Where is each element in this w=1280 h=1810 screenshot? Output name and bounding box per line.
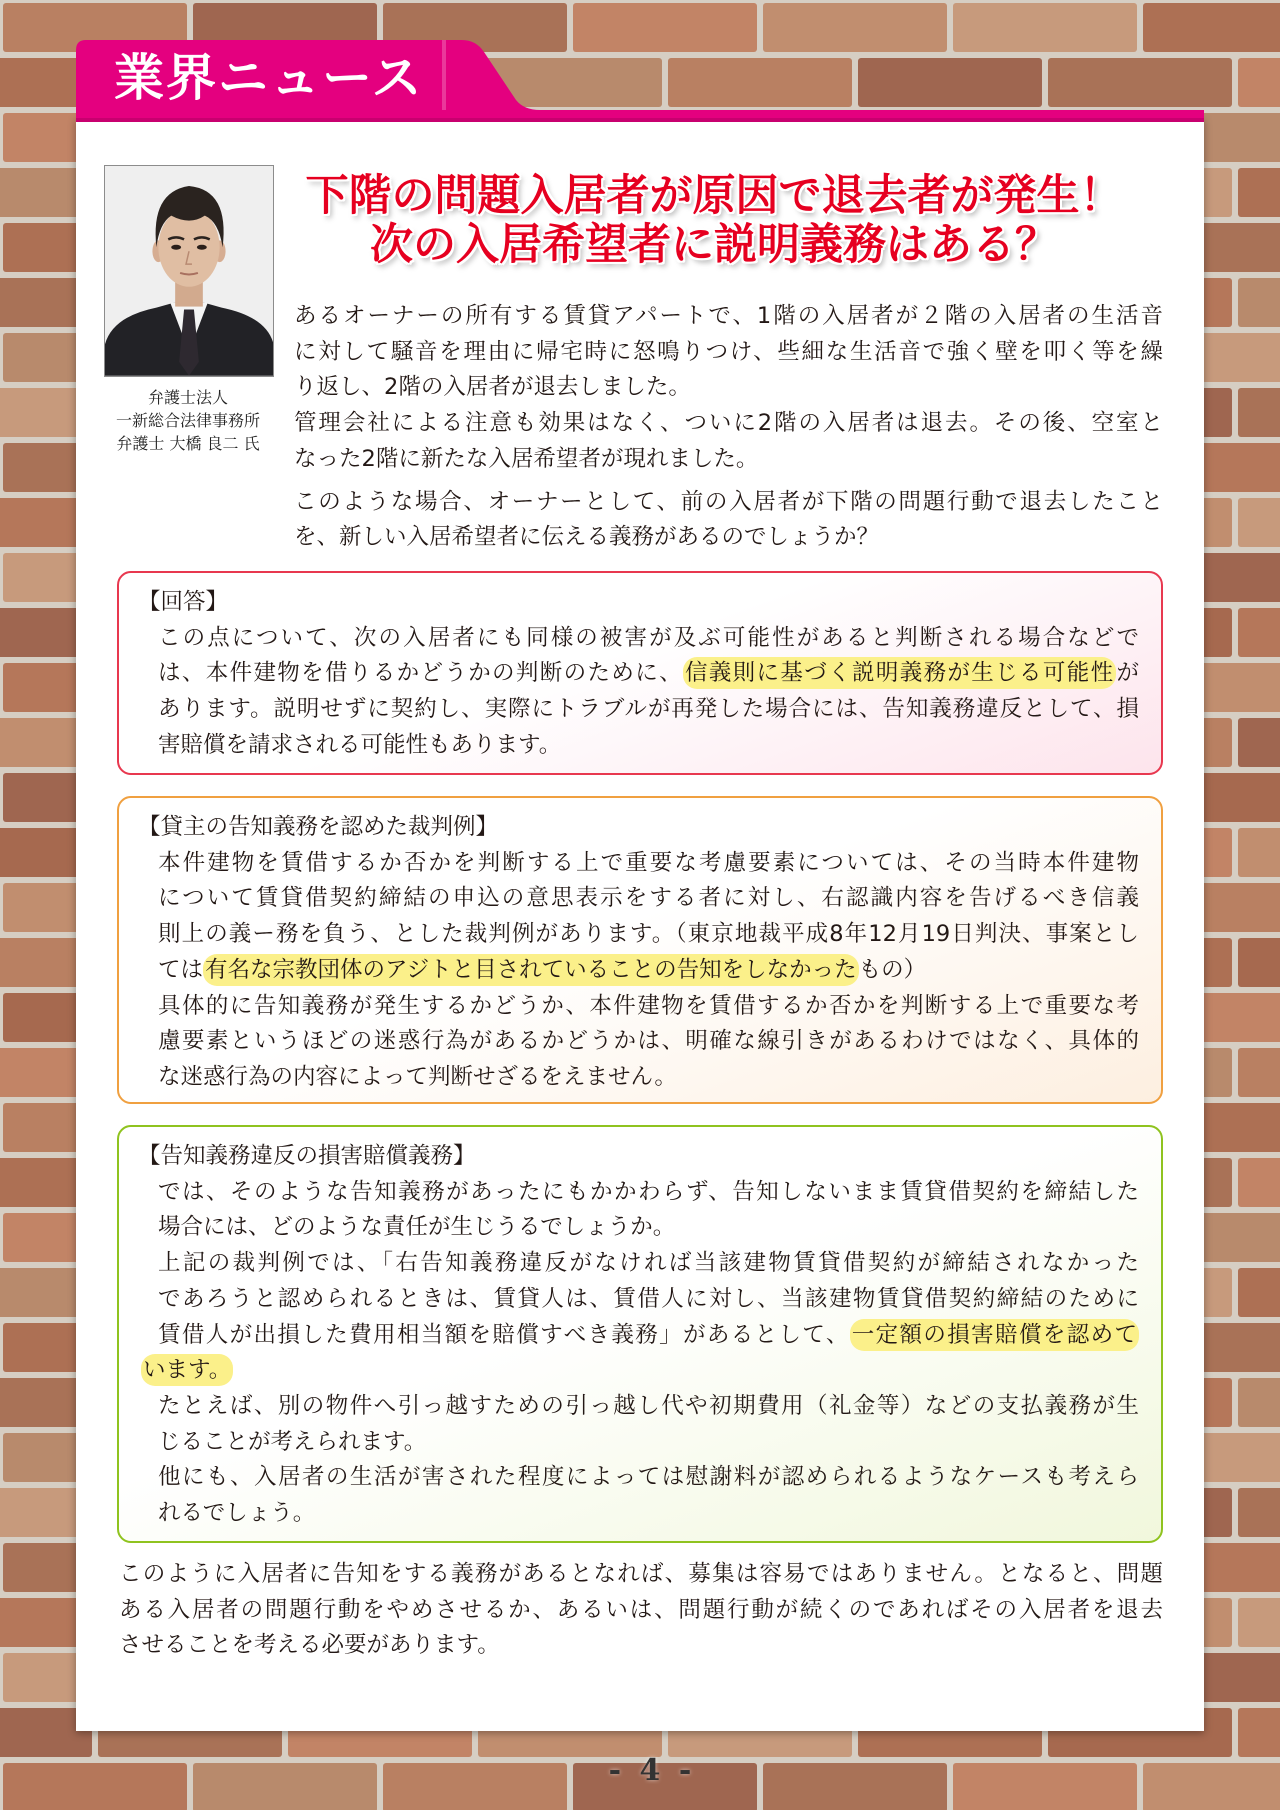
brick (1238, 1708, 1280, 1757)
portrait-eye-right (197, 245, 207, 250)
answer-box (117, 571, 1163, 775)
section-title: 業界ニュース (114, 49, 424, 107)
brick (1238, 1048, 1280, 1097)
precedent-line: な迷惑行為の内容によって判断せざるをえません。 (158, 1063, 677, 1090)
intro-question (294, 485, 1163, 556)
brick (1238, 828, 1280, 877)
brick (1238, 168, 1280, 217)
answer-line (158, 656, 1139, 692)
highlighted-phrase: 一定額の損害賠償を認めて (850, 1319, 1139, 1351)
highlighted-phrase: います。 (141, 1354, 233, 1386)
page-number: - 4 - (608, 1753, 696, 1788)
damages-body (143, 1175, 1139, 1532)
conclusion-line: させることを考える必要があります。 (119, 1632, 500, 1659)
brick (1238, 1378, 1280, 1427)
brick (1238, 1158, 1280, 1207)
intro-line: り返し、2階の入居者が退去しました。 (294, 374, 691, 401)
headline-line: 下階の問題入居者が原因で退去者が発生！ (305, 171, 1123, 221)
headline-line: 次の入居希望者に説明義務はある？ (370, 220, 1058, 270)
text-segment: が (1116, 660, 1139, 687)
damages-line: 上記の裁判例では、「右告知義務違反がなければ当該建物賃貸借契約が締結されなかった (158, 1250, 1139, 1277)
precedent-heading: 【貸主の告知義務を認めた裁判例】 (138, 814, 499, 840)
damages-line (158, 1318, 1139, 1354)
text-segment: は、本件建物を借りるかどうかの判断のために、 (158, 660, 683, 687)
intro-text (294, 299, 1163, 556)
portrait-image (105, 166, 273, 376)
caption-firm-type: 弁護士法人 (147, 388, 228, 407)
intro-line: あるオーナーの所有する賃貸アパートで、1階の入居者が２階の入居者の生活音 (294, 303, 1163, 329)
answer-body (158, 621, 1139, 764)
damages-line: れるでしょう。 (158, 1500, 316, 1527)
brick (383, 1763, 567, 1810)
intro-situation (294, 299, 1163, 478)
highlighted-phrase: 有名な宗教団体のアジトと目されていることの告知をしなかった (203, 954, 859, 986)
brick (1238, 278, 1280, 327)
brick (1238, 388, 1280, 437)
answer-line: この点について、次の入居者にも同様の被害が及ぶ可能性があると判断される場合などで (158, 624, 1139, 651)
text-segment: もの） (858, 956, 927, 983)
precedent-line: 慮要素というほどの迷惑行為があるかどうかは、明確な線引きがあるわけではなく、具体的 (158, 1028, 1139, 1055)
highlighted-phrase: 信義則に基づく説明義務が生じる可能性 (683, 657, 1117, 689)
damages-line (141, 1353, 1139, 1389)
brick (3, 1763, 187, 1810)
caption-firm-name: 一新総合法律事務所 (115, 411, 260, 430)
brick (1238, 718, 1280, 767)
intro-line: を、新しい入居希望者に伝える義務があるのでしょうか？ (294, 524, 880, 551)
text-segment: 賃借人が出損した費用相当額を賠償すべき義務」があるとして、 (158, 1321, 850, 1348)
intro-line: 管理会社による注意も効果はなく、ついに2階の入居者は退去。その後、空室と (294, 410, 1163, 437)
answer-line: あります。説明せずに契約し、実際にトラブルが再発した場合には、告知義務違反として、損 (158, 696, 1139, 723)
damages-line: 場合には、どのような責任が生じうるでしょうか。 (158, 1214, 676, 1241)
brick (1238, 1598, 1280, 1647)
answer-line: 害賠償を請求される可能性もあります。 (158, 731, 562, 758)
brick (1143, 1763, 1280, 1810)
author-caption (92, 386, 284, 455)
damages-box (117, 1125, 1163, 1543)
intro-line: に対して騒音を理由に帰宅時に怒鳴りつけ、些細な生活音で強く壁を叩く等を繰 (294, 338, 1163, 365)
damages-line: であろうと認められるときは、賃貸人は、賃借人に対し、当該建物賃貸借契約締結のために (158, 1285, 1139, 1312)
header-bar-shade (76, 118, 1204, 122)
damages-heading: 【告知義務違反の損害賠償義務】 (138, 1143, 476, 1169)
brick (1238, 1488, 1280, 1537)
brick (953, 1763, 1137, 1810)
brick (1238, 498, 1280, 547)
damages-line: たとえば、別の物件へ引っ越すための引っ越し代や初期費用（礼金等）などの支払義務が生 (158, 1392, 1139, 1419)
precedent-line: 本件建物を賃借するか否かを判断する上で重要な考慮要素については、その当時本件建物 (158, 849, 1139, 876)
precedent-line: 具体的に告知義務が発生するかどうか、本件建物を賃借するか否かを判断する上で重要な考 (158, 992, 1139, 1019)
brick (193, 1763, 377, 1810)
brick (1238, 608, 1280, 657)
precedent-box (117, 796, 1163, 1104)
answer-heading: 【回答】 (138, 589, 229, 615)
conclusion-line: このように入居者に告知をする義務があるとなれば、募集は容易ではありません。となると、問題 (119, 1561, 1163, 1587)
text-segment: ては (158, 956, 204, 983)
lawyer-photo (104, 165, 274, 377)
article-headline (276, 172, 1152, 270)
damages-line: 他にも、入居者の生活が害された程度によっては慰謝料が認められるようなケースも考えら (158, 1464, 1139, 1491)
brick (1238, 1268, 1280, 1317)
brick (1238, 58, 1280, 107)
conclusion-text (119, 1557, 1163, 1664)
intro-line: なった2階に新たな入居希望者が現れました。 (294, 445, 759, 472)
precedent-line: 則上の義ー務を負う、とした裁判例があります。（東京地裁平成8年12月19日判決、事案とし (158, 921, 1139, 948)
damages-line: じることが考えられます。 (158, 1428, 427, 1455)
brick (763, 1763, 947, 1810)
precedent-body (158, 846, 1139, 1096)
intro-line: このような場合、オーナーとして、前の入居者が下階の問題行動で退去したこと (294, 488, 1163, 515)
caption-lawyer-name: 弁護士 大橋 良二 氏 (116, 434, 260, 453)
brick (1238, 938, 1280, 987)
precedent-line (158, 953, 1139, 989)
portrait-eye-left (171, 245, 181, 250)
header-tab-stripe (442, 40, 446, 110)
conclusion-line: ある入居者の問題行動をやめさせるか、あるいは、問題行動が続くのであればその入居者を退去 (119, 1596, 1163, 1623)
damages-line: では、そのような告知義務があったにもかかわらず、告知しないまま賃貸借契約を締結した (158, 1178, 1139, 1205)
precedent-line: について賃貸借契約締結の申込の意思表示をする者に対し、右認識内容を告げるべき信義 (158, 885, 1139, 912)
